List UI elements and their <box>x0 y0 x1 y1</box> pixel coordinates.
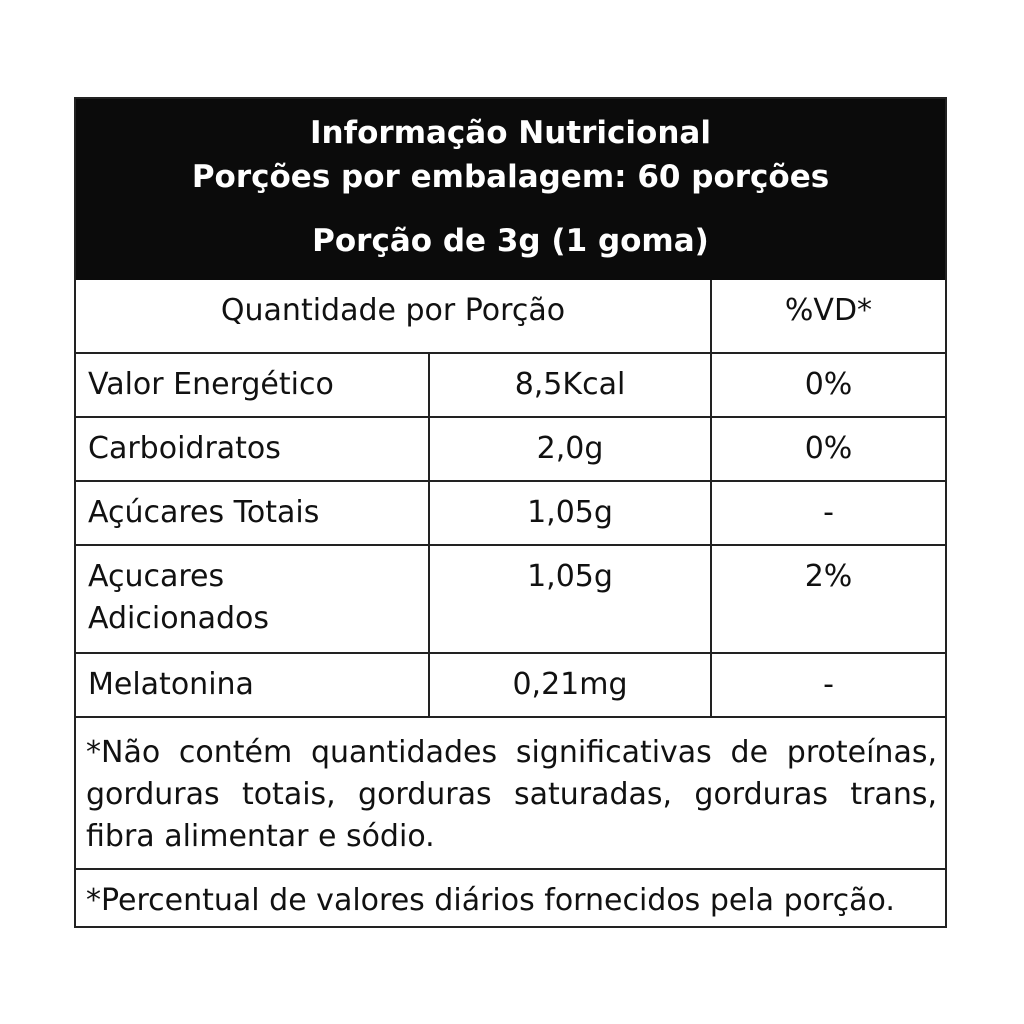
header-servings-per-package: Porções por embalagem: 60 porções <box>191 159 830 195</box>
nutrient-amount: 0,21mg <box>428 654 710 716</box>
column-header-amount: Quantidade por Porção <box>220 293 566 328</box>
nutrient-amount: 1,05g <box>428 482 710 544</box>
nutrient-name: Valor Energético <box>88 367 334 402</box>
nutrient-daily-value: - <box>710 654 945 716</box>
nutrition-header <box>76 99 945 280</box>
nutrient-daily-value: 0% <box>710 354 945 416</box>
nutrient-name: Açúcares Totais <box>88 495 320 530</box>
nutrient-name: Melatonina <box>88 667 254 702</box>
nutrient-daily-value: 2% <box>710 546 945 652</box>
header-title: Informação Nutricional <box>310 115 711 151</box>
table-row <box>76 480 945 544</box>
nutrient-daily-value: - <box>710 482 945 544</box>
table-row <box>76 416 945 480</box>
column-header-daily-value: %VD* <box>710 280 945 352</box>
footnote-daily-values: *Percentual de valores diários fornecidos pela porção. <box>76 868 945 928</box>
table-header-row <box>76 280 945 352</box>
footnote-not-significant: *Não contém quantidades significativas de proteínas, gorduras totais, gorduras saturadas, gorduras trans, fibra alimentar e sódio. <box>76 716 945 868</box>
table-row <box>76 544 945 652</box>
nutrient-name: Carboidratos <box>88 431 281 466</box>
table-row <box>76 652 945 716</box>
nutrient-amount: 8,5Kcal <box>428 354 710 416</box>
table-row <box>76 352 945 416</box>
nutrition-facts-label <box>74 97 947 928</box>
nutrient-daily-value: 0% <box>710 418 945 480</box>
nutrient-amount: 1,05g <box>428 546 710 652</box>
nutrient-name: Açucares Adicionados <box>88 559 269 636</box>
header-serving-size: Porção de 3g (1 goma) <box>312 223 709 259</box>
nutrient-amount: 2,0g <box>428 418 710 480</box>
